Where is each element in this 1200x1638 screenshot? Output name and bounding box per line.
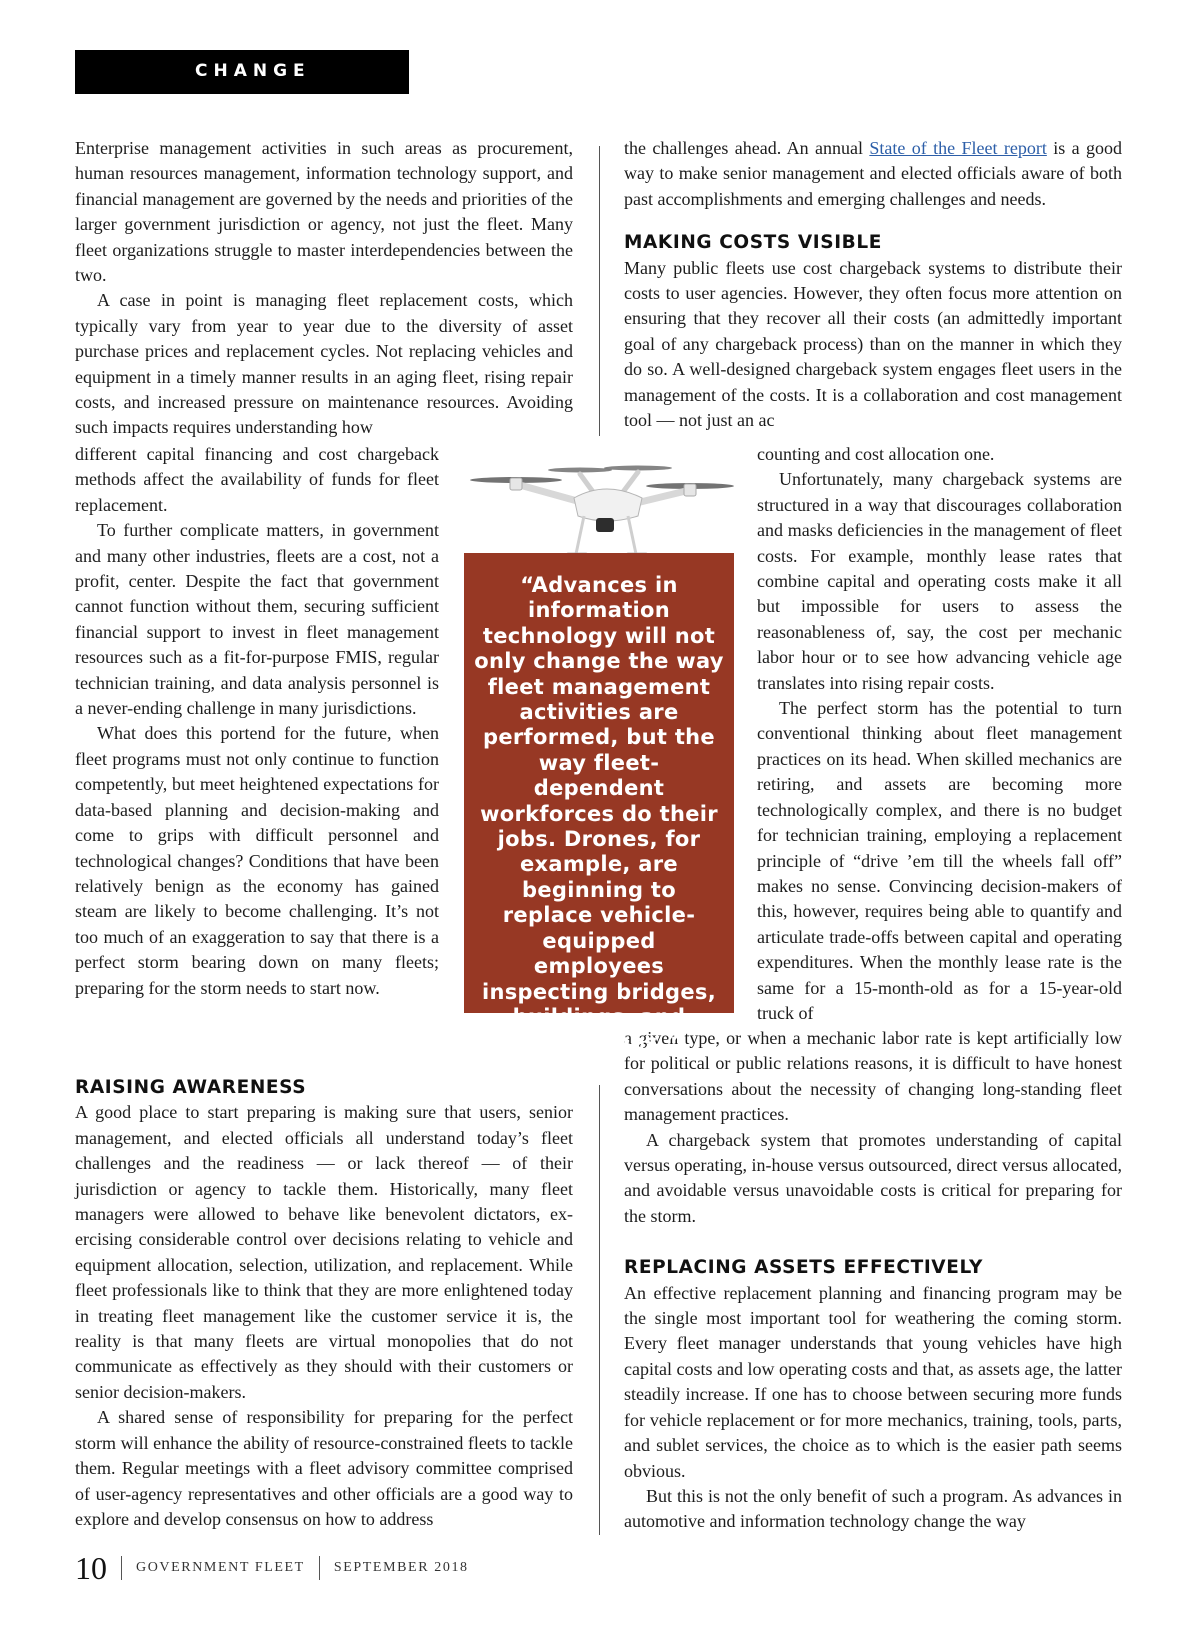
- section-label: CHANGE: [195, 61, 311, 81]
- section-label-bar: [75, 50, 409, 94]
- left-column-narrow: [75, 442, 439, 1001]
- left-column-top: [75, 136, 573, 441]
- paragraph: A shared sense of responsibility for preparing for the perfect storm will enhance the ability of resource-constrained fleets to tackle them. Regular meetings with a fleet advisory committee comprised of user-agency representatives and other officials are a good way to explore and develop consensus on how to address: [75, 1407, 573, 1529]
- left-column-bottom: [75, 1075, 573, 1532]
- issue-date: SEPTEMBER 2018: [333, 1560, 469, 1575]
- paragraph: A case in point is managing fleet replacement costs, which typically vary from year to year due to the diversity of asset purchase prices and replacement cycles. Not replacing vehicles and equipment in a timely manner results in an aging fleet, rising repair costs, and increased pressure on maintenance resources. Avoiding such impacts requires understanding how: [75, 290, 573, 438]
- right-column-bottom: [624, 1026, 1122, 1535]
- publication-name: GOVERNMENT FLEET: [136, 1560, 305, 1575]
- drone-illustration: [468, 452, 738, 562]
- paragraph: a given type, or when a mechanic labor rate is kept artificially low for political or public relations reasons, it is difficult to have honest conversations about the necessity of changing long-standing fleet management practices.: [624, 1028, 1122, 1125]
- paragraph: Many public fleets use cost chargeback systems to distribute their costs to user agencies. However, they often focus more attention on ensuring that they recover all their costs (an admittedly important goal of any chargeback process) than on the manner in which they do so. A well-designed chargeback system engages fleet users in the management of the costs. It is a collaboration and cost management tool — not just an ac: [624, 257, 1122, 431]
- page-number: 10: [75, 1549, 107, 1586]
- paragraph: An effective replacement planning and financing program may be the single most important tool for weathering the coming storm. Every fleet manager understands that young vehicles have high capital costs and low operating costs and that, as assets age, the latter steadily increase. If one has to choose between securing more funds for vehicle replacement or for more mechanics, training, tools, parts, and sublet services, the choice as to which is the easier path seems obvious.: [624, 1282, 1122, 1481]
- paragraph: Unfortunately, many chargeback systems are structured in a way that discourages collaboration and masks deficiencies in the management of fleet costs. For example, monthly lease rates that combine capital and operating costs make it all but impossible for users to assess the reasonableness of, say, the cost per mechanic labor hour or to see how advancing vehicle age translates into rising repair costs.: [757, 469, 1122, 693]
- paragraph: Enterprise management activities in such areas as procurement, human resources management, information technology support, and financial management are governed by the needs and priorities of the larger government jurisdiction or agency, not just the fleet. Many fleet organizations struggle to master interdependencies between the two.: [75, 138, 573, 286]
- pull-quote: “Advances in information technology will not only change the way fleet management activities are performed, but the way fleet-dependent workforces do their jobs. Drones, for example, are beginning to replace vehicle-equipped employees inspecting bridges, buildings, and power lines.”: [474, 573, 724, 1055]
- right-column-top: [624, 136, 1122, 433]
- paragraph-text: is a good way to make senior management and elected officials aware of both past accomplishments and emerging challenges and needs.: [624, 138, 1123, 209]
- right-column-narrow: [757, 442, 1122, 1026]
- section-heading-raising-awareness: RAISING AWARENESS: [75, 1077, 307, 1098]
- paragraph: What does this portend for the future, when fleet programs must not only continue to function competently, but meet heightened expectations for data-based planning and decision-making and come to grips with difficult personnel and technological changes? Conditions that have been relatively benign as the economy has gained steam are likely to become challenging. It’s not too much of an exaggeration to say that there is a perfect storm bearing down on many fleets; preparing for the storm needs to start now.: [75, 723, 439, 998]
- paragraph: counting and cost allocation one.: [757, 444, 995, 464]
- paragraph: To further complicate matters, in government and many other industries, fleets are a cost, not a profit, center. Despite the fact that government cannot function without them, securing sufficient financial support to invest in fleet management resources such as a fit-for-purpose FMIS, regular technician training, and data analysis personnel is a never-ending challenge in many jurisdictions.: [75, 520, 439, 719]
- paragraph: But this is not the only benefit of such a program. As advances in automotive and information technology change the way: [624, 1485, 1122, 1532]
- state-of-the-fleet-report-link[interactable]: State of the Fleet report: [869, 138, 1047, 158]
- paragraph-text: the challenges ahead. An annual: [624, 138, 863, 158]
- column-divider-top: [599, 146, 600, 436]
- column-divider-bottom: [599, 1085, 600, 1535]
- footer-divider: [319, 1556, 320, 1580]
- paragraph: A good place to start preparing is making sure that users, senior management, and elected officials all understand today’s fleet challenges and the readiness — or lack thereof — of their jurisdiction or agency to tackle them. Historically, many fleet managers were allowed to behave like benevolent dictators, exercising considerable control over decisions relating to vehicle and equipment allocation, selection, utilization, and replacement. While fleet professionals like to think that they are more enlightened today in treating fleet management like the customer service it is, the reality is that many fleets are virtual monopolies that do not communicate as effectively as they should with their customers or senior decision-makers.: [75, 1102, 573, 1402]
- paragraph: different capital financing and cost chargeback methods affect the availability of funds for fleet replacement.: [75, 444, 439, 515]
- paragraph: [624, 136, 1122, 212]
- page-footer: [75, 1548, 469, 1588]
- section-heading-making-costs-visible: MAKING COSTS VISIBLE: [624, 232, 883, 254]
- paragraph: A chargeback system that promotes understanding of capital versus operating, in-house versus outsourced, direct versus allocated, and avoidable versus unavoidable costs is critical for preparing for the storm.: [624, 1129, 1122, 1226]
- section-heading-replacing-assets: REPLACING ASSETS EFFECTIVELY: [624, 1257, 983, 1279]
- pull-quote-box: [464, 553, 734, 1055]
- footer-divider: [121, 1556, 122, 1580]
- paragraph: The perfect storm has the potential to turn conventional thinking about fleet management practices on its head. When skilled mechanics are retiring, and assets are becoming more technologically complex, and there is no budget for technician training, employing a replacement principle of “drive ’em till the wheels fall off” makes no sense. Convincing decision-makers of this, however, requires being able to quantify and articulate trade-offs between capital and operating expenditures. When the monthly lease rate is the same for a 15-month-old as for a 15-year-old truck of: [757, 698, 1122, 1023]
